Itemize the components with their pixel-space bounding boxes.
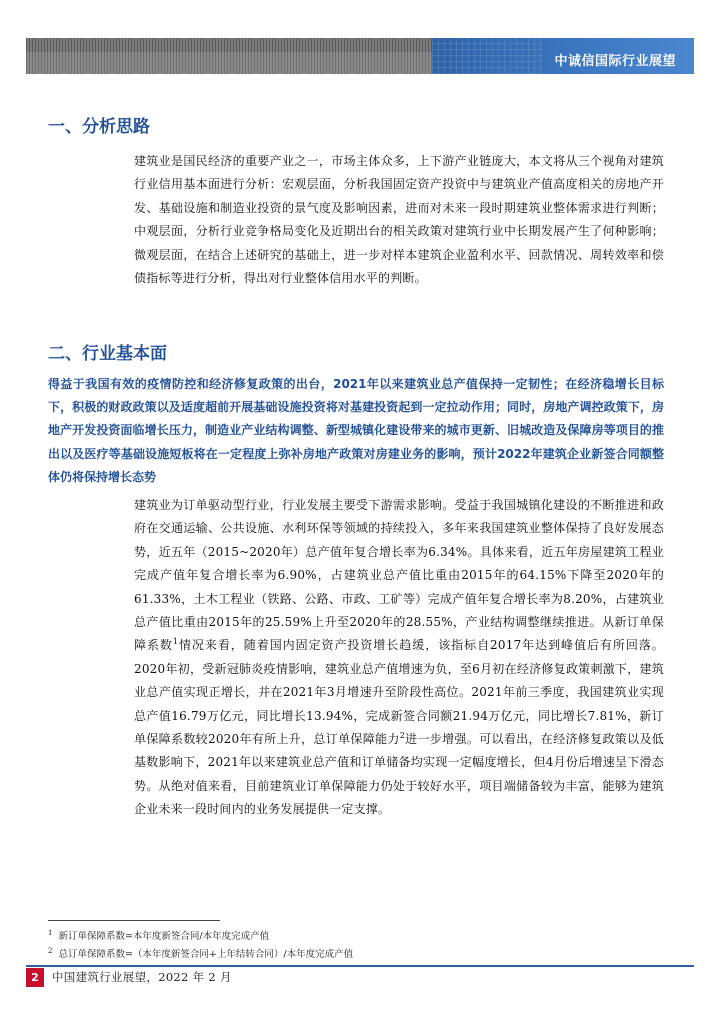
header-grid-decoration (432, 38, 542, 74)
header-tag-text: 中诚信国际行业展望 (554, 54, 676, 69)
footer-divider (26, 965, 694, 967)
footnote-2 (48, 944, 668, 962)
header-tag (432, 38, 694, 74)
footnote-divider (48, 920, 220, 921)
paragraph-part-a: 建筑业为订单驱动型行业，行业发展主要受下游需求影响。受益于我国城镇化建设的不断推进和政府在交通运输、公共设施、水利环保等领域的持续投入，多年来我国建筑业整体保持了良好发展态势，近五年（2015~2020年）总产值年复合增长率为6.34%。具体来看，近五年房屋建筑工程业完成产值年复合增长率为6.90%，占建筑业总产值比重由2015年的64.15%下降至2020年的61.33%，土木工程业（铁路、公路、市政、工矿等）完成产值年复合增长率为8.20%，占建筑业总产值比重由2015年的25.59%上升至2020年的28.55%，产业结构调整继续推进。从新订单保障系数 (134, 498, 664, 653)
footnote-ref-1[interactable]: 1 (172, 637, 179, 647)
footnote-1 (48, 926, 668, 944)
footnote-1-text: 新订单保障系数=本年度新签合同/本年度完成产值 (58, 931, 270, 943)
footer-title: 中国建筑行业展望，2022 年 2 月 (52, 970, 232, 984)
header-banner (26, 38, 694, 74)
section-2-lead: 得益于我国有效的疫情防控和经济修复政策的出台，2021年以来建筑业总产值保持一定韧性；在经济稳增长目标下，积极的财政政策以及适度超前开展基础设施投资将对基建投资起到一定拉动作用；同时，房地产调控政策下，房地产开发投资面临增长压力，制造业产业结构调整、新型城镇化建设带来的城市更新、旧城改造及保障房等项目的推出以及医疗等基础设施短板将在一定程度上弥补房地产政策对房建业务的影响，预计2022年建筑企业新签合同额整体仍将保持增长态势 (48, 377, 664, 484)
footnote-1-number: 1 (48, 929, 53, 937)
paragraph-part-b: 情况来看，随着国内固定资产投资增长趋缓，该指标自2017年达到峰值后有所回落。2020年初，受新冠肺炎疫情影响，建筑业总产值增速为负，至6月初在经济修复政策刺激下，建筑业总产值实现正增长，并在2021年3月增速升至阶段性高位。2021年前三季度，我国建筑业实现总产值16.79万亿元，同比增长13.94%，完成新签合同额21.94万亿元，同比增长7.81%，新订单保障系数较2020年有所上升，总订单保障能力 (134, 638, 664, 747)
footnote-ref-2[interactable]: 2 (399, 731, 406, 741)
section-1-title: 一、分析思路 (48, 117, 150, 137)
page-number-badge: 2 (26, 968, 44, 987)
paragraph-part-c: 进一步增强。可以看出，在经济修复政策以及低基数影响下，2021年以来建筑业总产值和订单储备均实现一定幅度增长，但4月份后增速呈下滑态势。从绝对值来看，目前建筑业订单保障能力仍处于较好水平，项目端储备较为丰富，能够为建筑企业未来一段时间内的业务发展提供一定支撑。 (134, 732, 664, 817)
section-1-paragraph: 建筑业是国民经济的重要产业之一，市场主体众多，上下游产业链庞大，本文将从三个视角对建筑行业信用基本面进行分析：宏观层面，分析我国固定资产投资中与建筑业产值高度相关的房地产开发、基础设施和制造业投资的景气度及影响因素，进而对未来一段时期建筑业整体需求进行判断；中观层面，分析行业竞争格局变化及近期出台的相关政策对建筑行业中长期发展产生了何种影响；微观层面，在结合上述研究的基础上，进一步对样本建筑企业盈利水平、回款情况、周转效率和偿债指标等进行分析，得出对行业整体信用水平的判断。 (134, 154, 664, 286)
section-2-paragraph (134, 494, 664, 822)
section-2-title: 二、行业基本面 (48, 344, 167, 364)
footnotes (48, 926, 668, 962)
footnote-2-number: 2 (48, 947, 53, 956)
footnote-2-text: 总订单保障系数=（本年度新签合同+上年结转合同）/本年度完成产值 (58, 949, 354, 961)
